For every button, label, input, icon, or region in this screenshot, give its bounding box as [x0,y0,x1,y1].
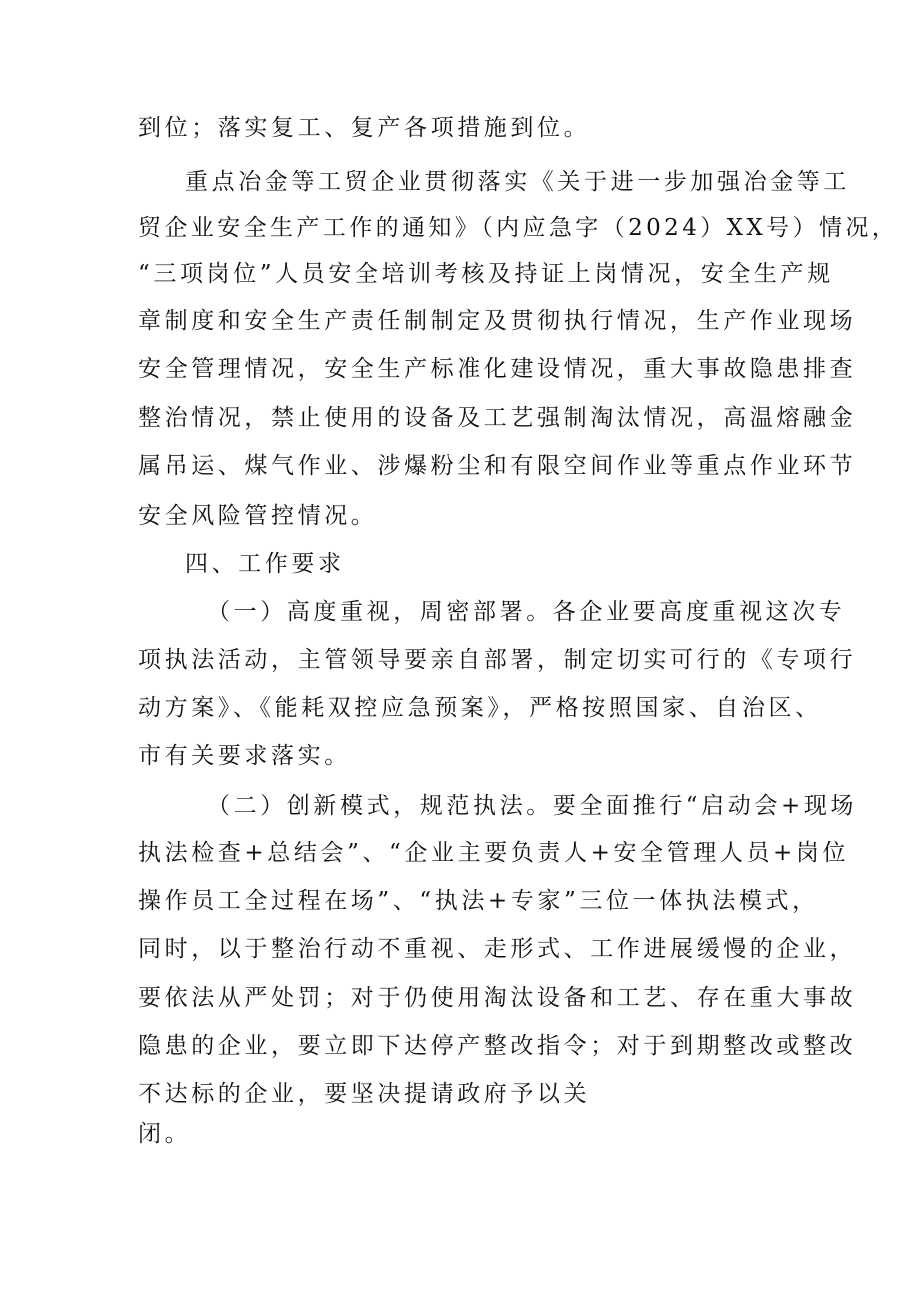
paragraph-line: （二）创新模式，规范执法。要全面推行“启动会+现场 [207,793,858,819]
paragraph-line: 章制度和安全生产责任制制定及贯彻执行情况，生产作业现场 [138,308,857,334]
paragraph-line: 到位；落实复工、复产各项措施到位。 [138,115,591,141]
paragraph-line: “三项岗位”人员安全培训考核及持证上岗情况，安全生产规 [138,261,834,287]
paragraph-line: 重点冶金等工贸企业贯彻落实《关于进一步加强冶金等工 [185,169,850,195]
paragraph-line: 闭。 [138,1121,192,1147]
paragraph-line: 属吊运、煤气作业、涉爆粉尘和有限空间作业等重点作业环节 [138,453,857,479]
paragraph-line: 安全风险管控情况。 [138,503,378,529]
paragraph-line: 要依法从严处罚；对于仍使用淘汰设备和工艺、存在重大事故 [138,985,857,1011]
paragraph-line: 同时，以于整治行动不重视、走形式、工作进展缓慢的企业， [138,936,857,962]
paragraph-line: 整治情况，禁止使用的设备及工艺强制淘汰情况，高温熔融金 [138,405,857,431]
section-heading: 四、工作要求 [185,551,345,577]
paragraph-line: 安全管理情况，安全生产标准化建设情况，重大事故隐患排查 [138,356,857,382]
paragraph-line: 贸企业安全生产工作的通知》（内应急字（2024）XX号）情况， [138,215,899,241]
paragraph-line: 市有关要求落实。 [138,743,351,769]
paragraph-line: 动方案》、《能耗双控应急预案》，严格按照国家、自治区、 [138,695,822,721]
paragraph-line: 操作员工全过程在场”、“执法+专家”三位一体执法模式， [138,888,819,914]
paragraph-line: 不达标的企业，要坚决提请政府予以关 [138,1081,591,1107]
paragraph-line: （一）高度重视，周密部署。各企业要高度重视这次专 [207,599,846,625]
paragraph-line: 隐患的企业，要立即下达停产整改指令；对于到期整改或整改 [138,1033,857,1059]
paragraph-line: 项执法活动，主管领导要亲自部署，制定切实可行的《专项行 [138,647,857,673]
paragraph-line: 执法检查+总结会”、“企业主要负责人+安全管理人员+岗位 [138,840,850,866]
